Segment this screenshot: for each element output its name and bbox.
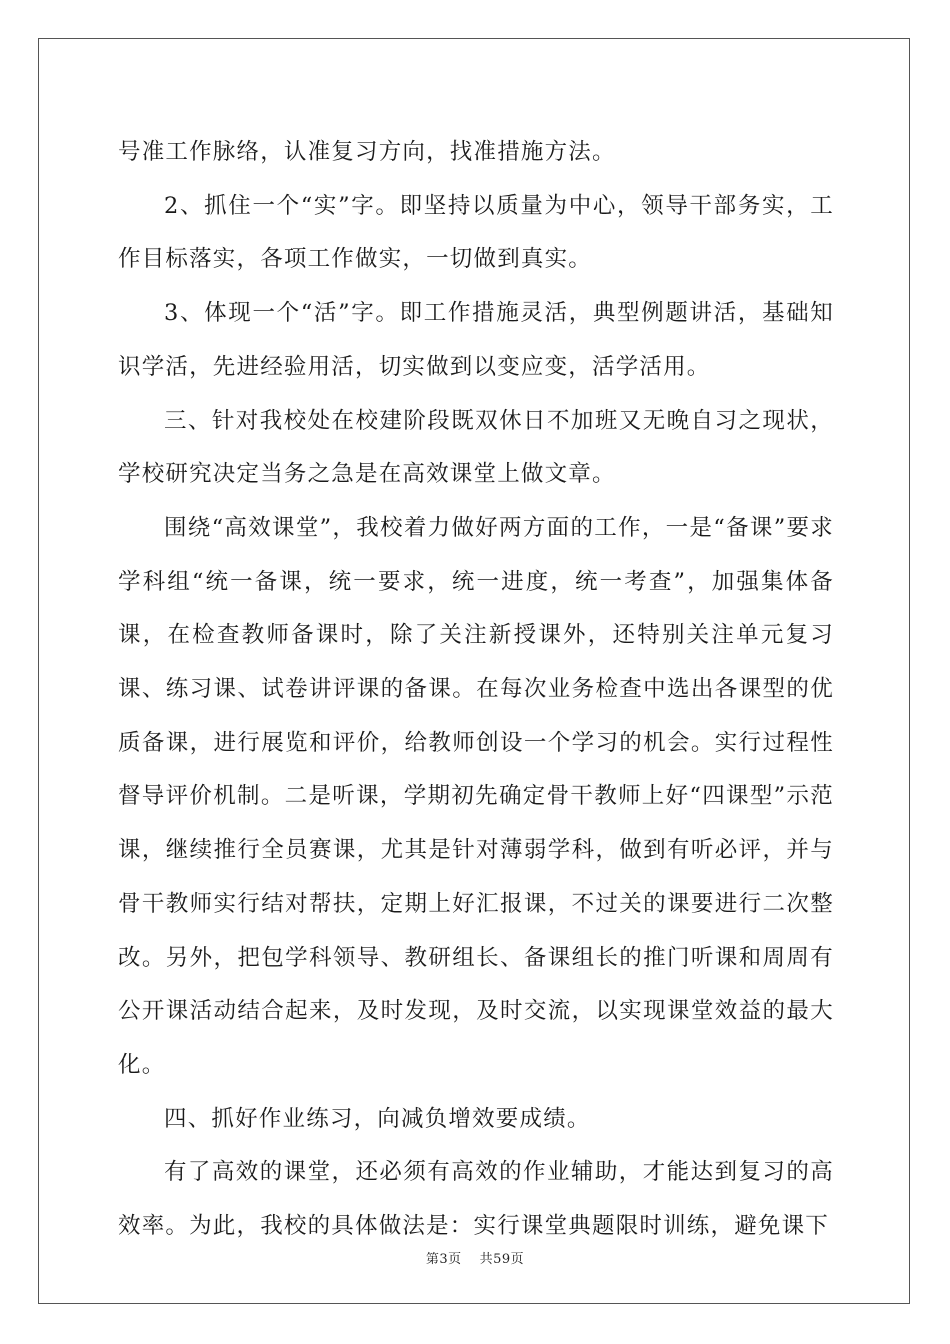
paragraph: 3、体现一个“活”字。即工作措施灵活，典型例题讲活，基础知识学活，先进经验用活，切实做到以变应变，活学活用。 — [118, 300, 834, 380]
paragraph: 号准工作脉络，认准复习方向，找准措施方法。 — [118, 139, 616, 165]
paragraph: 四、抓好作业练习，向减负增效要成绩。 — [164, 1105, 591, 1132]
page-number: 第3页 — [425, 1252, 462, 1267]
document-body — [118, 126, 834, 1254]
paragraph: 围绕“高效课堂”，我校着力做好两方面的工作，一是“备课”要求学科组“统一备课，统一要求，统一进度，统一考查”，加强集体备课，在检查教师备课时，除了关注新授课外，还特别关注单元复习课、练习课、试卷讲评课的备课。在每次业务检查中选出各课型的优质备课，进行展览和评价，给教师创设一个学习的机会。实行过程性督导评价机制。二是听课，学期初先确定骨干教师上好“四课型”示范课，继续推行全员赛课，尤其是针对薄弱学科，做到有听必评，并与骨干教师实行结对帮扶，定期上好汇报课，不过关的课要进行二次整改。另外，把包学科领导、教研组长、备课组长的推门听课和周周有公开课活动结合起来，及时发现，及时交流，以实现课堂效益的最大化。 — [118, 514, 834, 1078]
paragraph: 有了高效的课堂，还必须有高效的作业辅助，才能达到复习的高效率。为此，我校的具体做法是：实行课堂典题限时训练，避免课下 — [118, 1159, 834, 1240]
paragraph: 三、针对我校处在校建阶段既双休日不加班又无晚自习之现状，学校研究决定当务之急是在高效课堂上做文章。 — [118, 407, 834, 488]
page-total: 共59页 — [479, 1252, 525, 1267]
paragraph: 2、抓住一个“实”字。即坚持以质量为中心，领导干部务实，工作目标落实，各项工作做实，一切做到真实。 — [118, 192, 834, 273]
page-footer — [0, 1248, 950, 1267]
